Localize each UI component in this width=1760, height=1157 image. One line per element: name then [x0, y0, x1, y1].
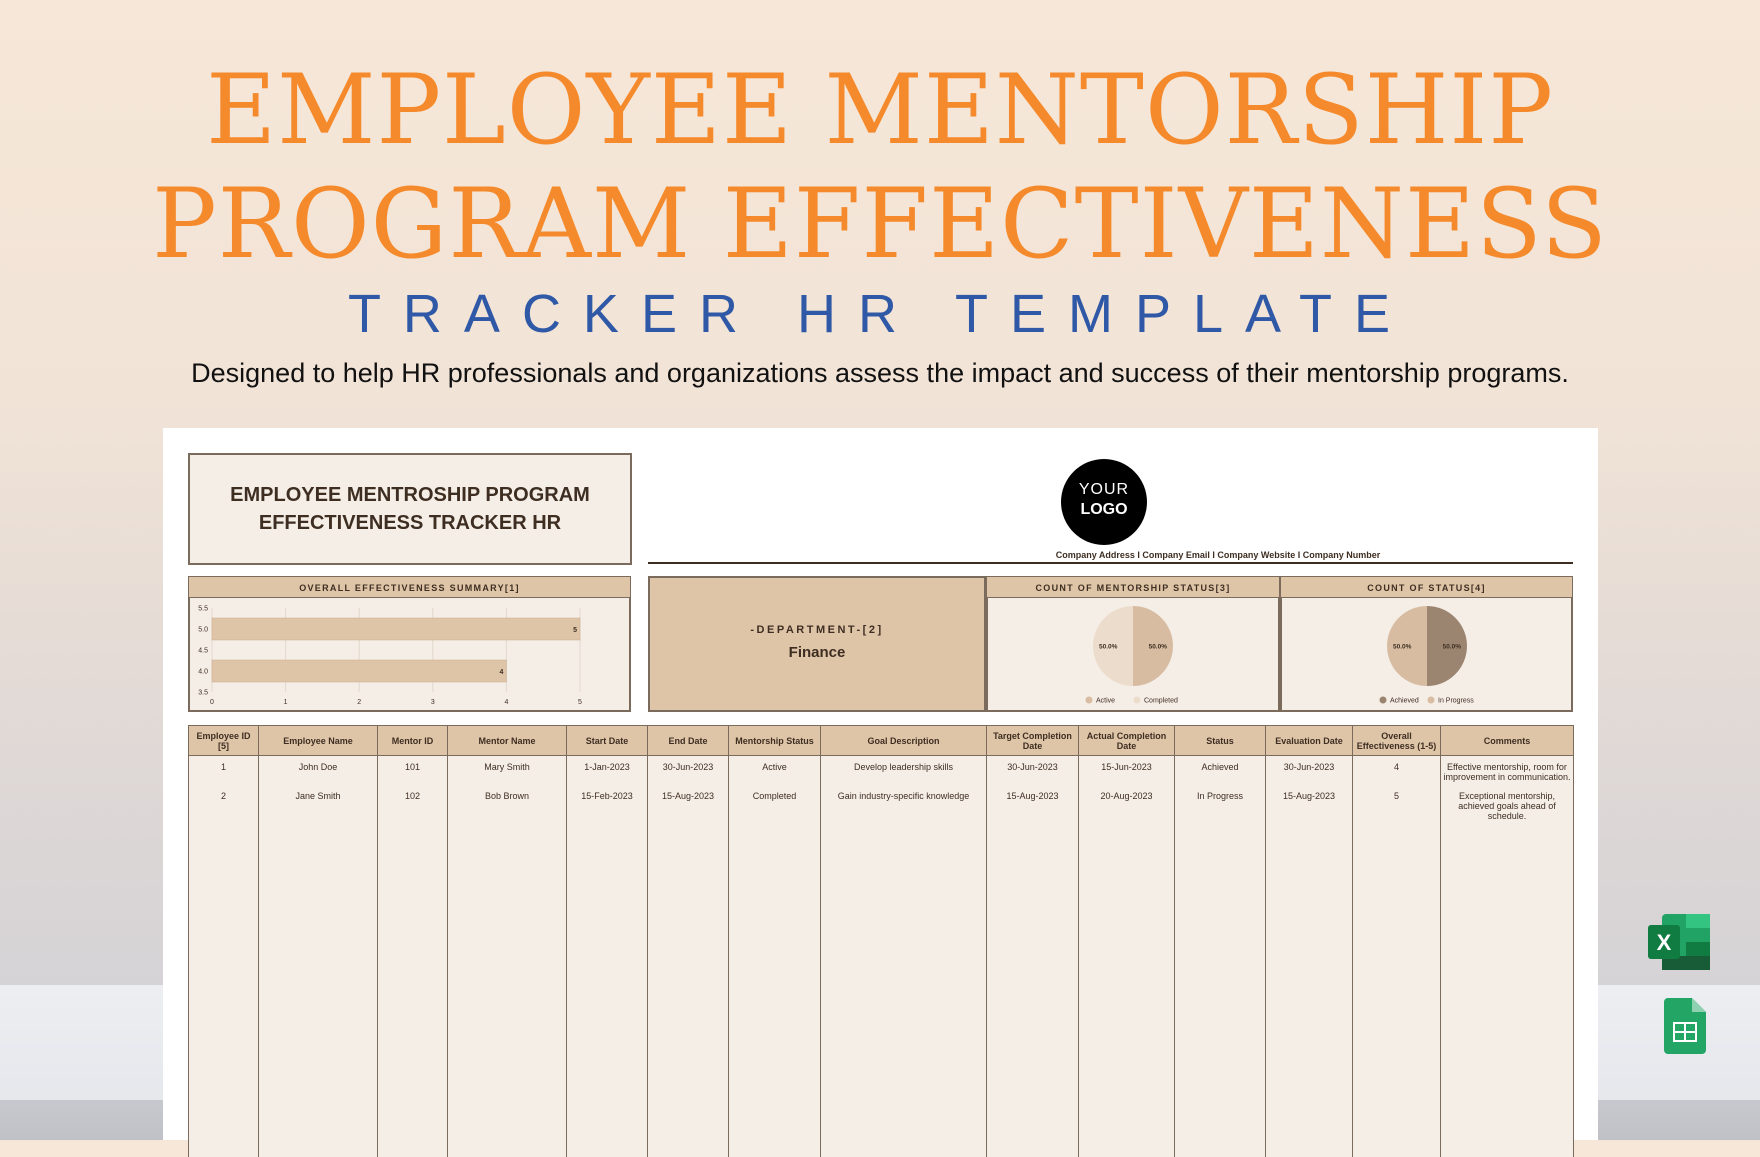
- pie-value-label: 50.0%: [1442, 643, 1462, 651]
- x-tick-label: 1: [283, 699, 288, 706]
- empty-cell[interactable]: [189, 821, 259, 1157]
- department-value: Finance: [788, 644, 846, 661]
- table-cell[interactable]: 101: [378, 756, 448, 786]
- table-cell[interactable]: 15-Aug-2023: [648, 785, 729, 821]
- y-tick-label: 3.5: [198, 689, 208, 697]
- col-employee-id[interactable]: Employee ID [5]: [189, 726, 259, 756]
- mentorship-status-panel: [986, 576, 1280, 712]
- table-cell[interactable]: 1: [189, 756, 259, 786]
- col-status[interactable]: Status: [1175, 726, 1266, 756]
- legend-swatch: [1380, 697, 1387, 704]
- table-cell[interactable]: 30-Jun-2023: [648, 756, 729, 786]
- sheet-title-line1: EMPLOYEE MENTROSHIP PROGRAM: [230, 484, 590, 506]
- col-mentor-id[interactable]: Mentor ID: [378, 726, 448, 756]
- col-goal-description[interactable]: Goal Description: [821, 726, 987, 756]
- pie-value-label: 50.0%: [1098, 643, 1118, 651]
- y-tick-label: 4.0: [198, 668, 208, 676]
- empty-rows: [189, 821, 1574, 1157]
- company-contact-line: Company Address I Company Email I Company Website I Company Number: [1055, 550, 1381, 560]
- table-cell[interactable]: Exceptional mentorship, achieved goals ahead of schedule.: [1441, 785, 1574, 821]
- summary-bar: [212, 618, 580, 640]
- spreadsheet-preview: [163, 428, 1598, 1140]
- hero-title-line2: PROGRAM EFFECTIVENESS: [152, 168, 1608, 280]
- table-cell[interactable]: Effective mentorship, room for improvement in communication.: [1441, 756, 1574, 786]
- hero-title-line1: EMPLOYEE MENTORSHIP: [206, 54, 1554, 166]
- table-cell[interactable]: 30-Jun-2023: [1266, 756, 1353, 786]
- table-cell[interactable]: In Progress: [1175, 785, 1266, 821]
- legend-swatch: [1428, 697, 1435, 704]
- legend-label: Achieved: [1390, 697, 1419, 705]
- table-cell[interactable]: 15-Feb-2023: [567, 785, 648, 821]
- table-cell[interactable]: Mary Smith: [448, 756, 567, 786]
- legend-swatch: [1134, 697, 1141, 704]
- sheet-title-line2: EFFECTIVENESS TRACKER HR: [258, 512, 562, 534]
- status-header: COUNT OF STATUS[4]: [1280, 576, 1573, 598]
- x-tick-label: 2: [357, 699, 362, 706]
- empty-cell[interactable]: [987, 821, 1079, 1157]
- x-tick-label: 3: [430, 699, 435, 706]
- table-cell[interactable]: 2: [189, 785, 259, 821]
- tracker-table: [188, 725, 1574, 1157]
- table-cell[interactable]: John Doe: [259, 756, 378, 786]
- table-cell[interactable]: Gain industry-specific knowledge: [821, 785, 987, 821]
- legend-label: Completed: [1144, 697, 1178, 705]
- pie-value-label: 50.0%: [1392, 643, 1412, 651]
- mentorship-status-header: COUNT OF MENTORSHIP STATUS[3]: [986, 576, 1280, 598]
- empty-cell[interactable]: [648, 821, 729, 1157]
- effectiveness-summary-panel: [188, 576, 631, 712]
- mentorship-status-pie: [988, 598, 1278, 710]
- company-logo: [1061, 459, 1147, 545]
- excel-letter: X: [1656, 930, 1672, 955]
- logo-line2: LOGO: [1080, 501, 1128, 518]
- pie-value-label: 50.0%: [1148, 643, 1168, 651]
- table-cell[interactable]: 102: [378, 785, 448, 821]
- table-cell[interactable]: 15-Aug-2023: [1266, 785, 1353, 821]
- empty-cell[interactable]: [1441, 821, 1574, 1157]
- col-comments[interactable]: Comments: [1441, 726, 1574, 756]
- table-cell[interactable]: Completed: [729, 785, 821, 821]
- status-panel: [1280, 576, 1573, 712]
- col-overall-effectiveness[interactable]: Overall Effectiveness (1-5): [1353, 726, 1441, 756]
- empty-cell[interactable]: [567, 821, 648, 1157]
- excel-icon[interactable]: [1648, 914, 1710, 970]
- x-tick-label: 4: [504, 699, 509, 706]
- summary-chart-area: [188, 598, 631, 712]
- col-evaluation-date[interactable]: Evaluation Date: [1266, 726, 1353, 756]
- logo-line1: YOUR: [1078, 481, 1130, 498]
- hero-subtitle: TRACKER HR TEMPLATE: [347, 284, 1413, 344]
- col-end-date[interactable]: End Date: [648, 726, 729, 756]
- table-cell[interactable]: 15-Jun-2023: [1079, 756, 1175, 786]
- sheet-title-box: [188, 453, 632, 565]
- department-box: [648, 576, 986, 712]
- col-employee-name[interactable]: Employee Name: [259, 726, 378, 756]
- table-cell[interactable]: Bob Brown: [448, 785, 567, 821]
- empty-cell[interactable]: [1353, 821, 1441, 1157]
- y-tick-label: 5.0: [198, 626, 208, 634]
- x-tick-label: 0: [210, 699, 214, 706]
- table-cell[interactable]: 4: [1353, 756, 1441, 786]
- legend-swatch: [1086, 697, 1093, 704]
- table-cell[interactable]: Develop leadership skills: [821, 756, 987, 786]
- empty-cell[interactable]: [1175, 821, 1266, 1157]
- legend-label: In Progress: [1438, 697, 1474, 705]
- legend-label: Active: [1096, 697, 1116, 705]
- bar-data-label: 5: [573, 627, 577, 634]
- mentorship-status-chart-area: [986, 598, 1280, 712]
- summary-bar: [212, 660, 506, 682]
- col-mentorship-status[interactable]: Mentorship Status: [729, 726, 821, 756]
- x-tick-label: 5: [578, 699, 582, 706]
- y-tick-label: 5.5: [198, 605, 208, 613]
- col-actual-completion[interactable]: Actual Completion Date: [1079, 726, 1175, 756]
- status-chart-area: [1280, 598, 1573, 712]
- empty-cell[interactable]: [1266, 821, 1353, 1157]
- table-row: [189, 756, 1574, 786]
- col-start-date[interactable]: Start Date: [567, 726, 648, 756]
- summary-header: OVERALL EFFECTIVENESS SUMMARY[1]: [188, 576, 631, 598]
- table-cell[interactable]: 1-Jan-2023: [567, 756, 648, 786]
- empty-cell[interactable]: [378, 821, 448, 1157]
- header-divider: [648, 562, 1573, 564]
- table-cell[interactable]: 30-Jun-2023: [987, 756, 1079, 786]
- empty-cell[interactable]: [1079, 821, 1175, 1157]
- bar-data-label: 4: [499, 669, 504, 676]
- table-cell[interactable]: Active: [729, 756, 821, 786]
- table-cell[interactable]: Jane Smith: [259, 785, 378, 821]
- summary-bar-chart: [190, 598, 633, 712]
- empty-cell[interactable]: [259, 821, 378, 1157]
- table-header-row: [189, 726, 1574, 756]
- table-cell[interactable]: 5: [1353, 785, 1441, 821]
- department-label: -DEPARTMENT-[2]: [750, 624, 884, 636]
- table-cell[interactable]: Achieved: [1175, 756, 1266, 786]
- empty-cell[interactable]: [448, 821, 567, 1157]
- hero-description: Designed to help HR professionals and organizations assess the impact and success of their mentorship programs.: [191, 358, 1569, 388]
- table-cell[interactable]: 15-Aug-2023: [987, 785, 1079, 821]
- table-row: [189, 785, 1574, 821]
- col-mentor-name[interactable]: Mentor Name: [448, 726, 567, 756]
- google-sheets-icon[interactable]: [1664, 998, 1706, 1054]
- status-pie: [1282, 598, 1571, 710]
- empty-cell[interactable]: [821, 821, 987, 1157]
- table-cell[interactable]: 20-Aug-2023: [1079, 785, 1175, 821]
- empty-cell[interactable]: [729, 821, 821, 1157]
- y-tick-label: 4.5: [198, 647, 208, 655]
- col-target-completion[interactable]: Target Completion Date: [987, 726, 1079, 756]
